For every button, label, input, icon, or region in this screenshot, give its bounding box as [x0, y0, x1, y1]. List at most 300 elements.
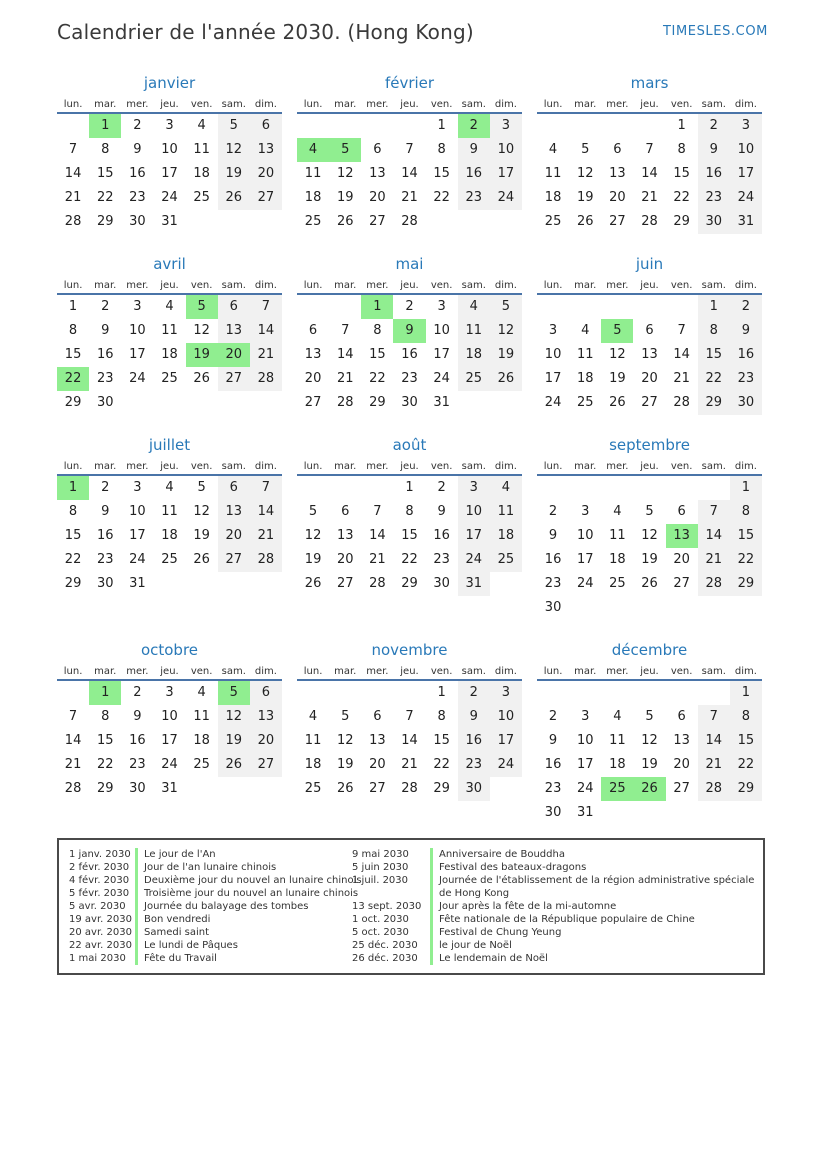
- days-grid: [537, 114, 762, 234]
- legend-item-date: 1 janv. 2030: [69, 849, 131, 860]
- month-octobre: [57, 641, 282, 825]
- empty-cell: [569, 295, 601, 319]
- day-cell: 19: [576, 190, 594, 205]
- weekday-label: lun.: [63, 280, 83, 291]
- day-cell: 22: [730, 548, 762, 572]
- day-cell: 23: [129, 190, 146, 205]
- day-cell: 20: [250, 162, 282, 186]
- day-cell: 14: [698, 729, 730, 753]
- day-cell: 11: [161, 504, 178, 519]
- weekday-label: ven.: [670, 666, 693, 677]
- weekday-label: mar.: [334, 99, 357, 110]
- empty-cell: [490, 391, 522, 415]
- day-cell: 18: [304, 757, 322, 772]
- day-cell: 22: [369, 371, 386, 386]
- day-cell: 25: [576, 395, 594, 410]
- day-cell: 19: [641, 552, 658, 567]
- day-cell: 16: [730, 343, 762, 367]
- days-grid: [297, 114, 522, 234]
- day-cell: 25: [193, 757, 210, 772]
- site-logo-link[interactable]: TIMESLES.COM: [662, 24, 768, 39]
- weekday-label: dim.: [494, 666, 517, 677]
- weekday-label: sam.: [461, 280, 486, 291]
- day-cell: 28: [401, 214, 418, 229]
- empty-cell: [666, 295, 698, 319]
- empty-cell: [57, 114, 89, 138]
- holiday-color-bar: [430, 926, 433, 939]
- day-cell: 20: [336, 552, 354, 567]
- weekday-label: jeu.: [400, 666, 419, 677]
- holiday-color-bar: [135, 874, 138, 887]
- day-cell: 25: [161, 552, 178, 567]
- empty-cell: [666, 596, 698, 620]
- day-cell: 7: [250, 476, 282, 500]
- weekday-label: ven.: [430, 461, 453, 472]
- empty-cell: [698, 801, 730, 825]
- day-cell: 8: [101, 142, 110, 157]
- day-cell: 2: [101, 480, 110, 495]
- day-cell: 31: [129, 576, 146, 591]
- day-cell: 26: [336, 781, 354, 796]
- day-cell: 29: [369, 395, 386, 410]
- day-cell: 10: [490, 138, 522, 162]
- day-cell: 29: [698, 391, 730, 415]
- day-cell: 28: [641, 214, 658, 229]
- day-cell: 31: [458, 572, 490, 596]
- weekday-header-row: [537, 99, 762, 114]
- day-cell: 5: [645, 709, 654, 724]
- day-cell: 4: [613, 504, 622, 519]
- day-cell: 10: [576, 733, 594, 748]
- day-cell: 28: [336, 395, 354, 410]
- day-cell: 29: [673, 214, 690, 229]
- weekday-label: ven.: [670, 99, 693, 110]
- empty-cell: [601, 295, 633, 319]
- day-cell: 28: [369, 576, 386, 591]
- day-cell: 20: [641, 371, 658, 386]
- day-cell: 18: [458, 343, 490, 367]
- weekday-label: ven.: [670, 461, 693, 472]
- weekday-label: mar.: [334, 666, 357, 677]
- day-cell: 31: [161, 214, 178, 229]
- day-cell: 21: [64, 757, 82, 772]
- day-cell: 30: [698, 210, 730, 234]
- day-cell: 27: [369, 214, 386, 229]
- day-cell: 25: [490, 548, 522, 572]
- weekday-header-row: [57, 666, 282, 681]
- empty-cell: [569, 114, 601, 138]
- day-cell: 12: [193, 323, 210, 338]
- day-cell: 16: [698, 162, 730, 186]
- day-cell: 13: [250, 138, 282, 162]
- day-cell: 2: [548, 709, 558, 724]
- day-cell: 5: [308, 504, 318, 519]
- day-cell: 9: [133, 709, 142, 724]
- day-cell: 21: [401, 190, 418, 205]
- holiday-color-bar: [135, 913, 138, 926]
- legend-item-date: 9 mai 2030: [352, 849, 409, 860]
- day-cell: 15: [730, 524, 762, 548]
- day-cell: 24: [129, 552, 146, 567]
- month-mars: [537, 74, 762, 234]
- day-cell: 9: [101, 504, 110, 519]
- day-cell: 11: [458, 319, 490, 343]
- month-title: octobre: [140, 641, 199, 659]
- empty-cell: [698, 596, 730, 620]
- holiday-day-cell: 4: [297, 138, 329, 162]
- day-cell: 15: [64, 528, 82, 543]
- day-cell: 18: [161, 347, 178, 362]
- day-cell: 5: [581, 142, 590, 157]
- day-cell: 26: [218, 186, 250, 210]
- weekday-label: jeu.: [160, 666, 179, 677]
- legend-item-date: 22 avr. 2030: [69, 940, 132, 951]
- holiday-color-bar: [430, 939, 433, 952]
- weekday-label: ven.: [430, 280, 453, 291]
- day-cell: 22: [96, 190, 114, 205]
- day-cell: 13: [218, 319, 250, 343]
- weekday-label: dim.: [494, 461, 517, 472]
- day-cell: 25: [304, 214, 322, 229]
- day-cell: 15: [433, 733, 450, 748]
- day-cell: 28: [64, 214, 82, 229]
- day-cell: 6: [250, 681, 282, 705]
- holiday-day-cell: 1: [57, 476, 89, 500]
- weekday-label: mar.: [574, 99, 597, 110]
- day-cell: 22: [96, 757, 114, 772]
- empty-cell: [250, 777, 282, 801]
- weekday-header-row: [57, 461, 282, 476]
- day-cell: 17: [129, 528, 146, 543]
- legend-item-label: Anniversaire de Bouddha: [439, 849, 565, 860]
- day-cell: 26: [609, 395, 626, 410]
- day-cell: 27: [673, 576, 690, 591]
- day-cell: 21: [401, 757, 418, 772]
- legend-item: [69, 952, 352, 965]
- holiday-color-bar: [430, 913, 433, 926]
- weekday-label: dim.: [494, 280, 517, 291]
- empty-cell: [490, 210, 522, 234]
- legend-item-label: Fête du Travail: [144, 953, 217, 964]
- day-cell: 7: [68, 709, 78, 724]
- day-cell: 7: [698, 705, 730, 729]
- day-cell: 19: [609, 371, 626, 386]
- day-cell: 7: [250, 295, 282, 319]
- legend-item: [69, 861, 352, 874]
- day-cell: 4: [197, 685, 206, 700]
- weekday-label: mer.: [606, 666, 629, 677]
- day-cell: 30: [433, 576, 450, 591]
- month-title: février: [384, 74, 435, 92]
- empty-cell: [698, 681, 730, 705]
- day-cell: 17: [161, 733, 178, 748]
- holiday-color-bar: [430, 874, 433, 900]
- day-cell: 24: [544, 395, 562, 410]
- empty-cell: [297, 114, 329, 138]
- weekday-label: sam.: [461, 461, 486, 472]
- day-cell: 8: [698, 319, 730, 343]
- day-cell: 17: [161, 166, 178, 181]
- day-cell: 5: [197, 480, 206, 495]
- day-cell: 17: [129, 347, 146, 362]
- weekday-header-row: [297, 666, 522, 681]
- holiday-day-cell: 13: [666, 524, 698, 548]
- weekday-label: lun.: [303, 99, 323, 110]
- day-cell: 23: [96, 552, 114, 567]
- day-cell: 25: [304, 781, 322, 796]
- legend-item-label: Le lundi de Pâques: [144, 940, 238, 951]
- holiday-day-cell: 26: [633, 777, 665, 801]
- day-cell: 16: [129, 166, 146, 181]
- day-cell: 2: [101, 299, 110, 314]
- weekday-label: mer.: [366, 99, 389, 110]
- day-cell: 11: [161, 323, 178, 338]
- weekday-label: mer.: [606, 99, 629, 110]
- weekday-label: ven.: [670, 280, 693, 291]
- empty-cell: [601, 681, 633, 705]
- weekday-label: mer.: [126, 99, 149, 110]
- empty-cell: [361, 476, 393, 500]
- day-cell: 26: [641, 576, 658, 591]
- empty-cell: [601, 476, 633, 500]
- legend-item: [352, 874, 757, 900]
- month-title: septembre: [609, 436, 690, 454]
- day-cell: 24: [458, 548, 490, 572]
- day-cell: 25: [609, 576, 626, 591]
- day-cell: 10: [490, 705, 522, 729]
- day-cell: 13: [250, 705, 282, 729]
- day-cell: 3: [548, 323, 558, 338]
- day-cell: 30: [129, 781, 146, 796]
- day-cell: 8: [101, 709, 110, 724]
- legend-item-label: Jour de l'an lunaire chinois: [144, 862, 277, 873]
- weekday-label: dim.: [734, 666, 757, 677]
- legend-item-label: Jour après la fête de la mi-automne: [439, 901, 617, 912]
- day-cell: 4: [197, 118, 206, 133]
- day-cell: 21: [64, 190, 82, 205]
- legend-item-label: Le lendemain de Noël: [439, 953, 548, 964]
- day-cell: 8: [437, 709, 446, 724]
- day-cell: 20: [673, 552, 690, 567]
- days-grid: [57, 114, 282, 234]
- day-cell: 7: [341, 323, 350, 338]
- day-cell: 10: [129, 323, 146, 338]
- day-cell: 17: [490, 729, 522, 753]
- legend-item-date: 1 mai 2030: [69, 953, 126, 964]
- day-cell: 21: [673, 371, 690, 386]
- holiday-color-bar: [430, 848, 433, 861]
- legend-item: [352, 913, 757, 926]
- day-cell: 26: [193, 552, 210, 567]
- day-cell: 16: [96, 347, 114, 362]
- day-cell: 31: [433, 395, 450, 410]
- day-cell: 1: [677, 118, 686, 133]
- day-cell: 2: [133, 118, 142, 133]
- empty-cell: [458, 391, 490, 415]
- holiday-color-bar: [430, 900, 433, 913]
- weekday-label: mar.: [334, 461, 357, 472]
- day-cell: 13: [609, 166, 626, 181]
- day-cell: 10: [433, 323, 450, 338]
- day-cell: 24: [433, 371, 450, 386]
- legend-item: [69, 887, 359, 900]
- day-cell: 26: [218, 753, 250, 777]
- day-cell: 14: [336, 347, 354, 362]
- day-cell: 8: [730, 500, 762, 524]
- day-cell: 9: [548, 528, 558, 543]
- day-cell: 27: [641, 395, 658, 410]
- empty-cell: [426, 210, 458, 234]
- weekday-label: mar.: [574, 461, 597, 472]
- day-cell: 18: [490, 524, 522, 548]
- day-cell: 21: [698, 548, 730, 572]
- holiday-color-bar: [135, 939, 138, 952]
- legend-item-date: 20 avr. 2030: [69, 927, 132, 938]
- day-cell: 14: [64, 166, 82, 181]
- weekday-label: mar.: [574, 666, 597, 677]
- holiday-day-cell: 20: [218, 343, 250, 367]
- day-cell: 18: [193, 166, 210, 181]
- weekday-label: lun.: [63, 461, 83, 472]
- day-cell: 14: [673, 347, 690, 362]
- days-grid: [57, 476, 282, 596]
- day-cell: 27: [609, 214, 626, 229]
- day-cell: 29: [730, 572, 762, 596]
- day-cell: 6: [373, 142, 382, 157]
- days-grid: [537, 681, 762, 825]
- day-cell: 28: [64, 781, 82, 796]
- day-cell: 15: [401, 528, 418, 543]
- weekday-label: jeu.: [160, 280, 179, 291]
- day-cell: 25: [458, 367, 490, 391]
- empty-cell: [393, 681, 425, 705]
- weekday-label: ven.: [190, 280, 213, 291]
- weekday-label: lun.: [543, 99, 563, 110]
- empty-cell: [57, 681, 89, 705]
- weekday-label: mar.: [334, 280, 357, 291]
- day-cell: 19: [641, 757, 658, 772]
- weekday-label: mer.: [366, 461, 389, 472]
- day-cell: 29: [96, 214, 114, 229]
- day-cell: 11: [193, 142, 210, 157]
- day-cell: 8: [730, 705, 762, 729]
- day-cell: 10: [544, 347, 562, 362]
- day-cell: 19: [193, 528, 210, 543]
- day-cell: 4: [490, 476, 522, 500]
- holiday-day-cell: 5: [329, 138, 361, 162]
- day-cell: 1: [698, 295, 730, 319]
- weekday-label: mer.: [366, 666, 389, 677]
- weekday-label: sam.: [701, 99, 726, 110]
- day-cell: 10: [576, 528, 594, 543]
- day-cell: 20: [673, 757, 690, 772]
- empty-cell: [250, 210, 282, 234]
- day-cell: 11: [304, 733, 322, 748]
- weekday-header-row: [57, 280, 282, 295]
- day-cell: 14: [250, 319, 282, 343]
- day-cell: 12: [218, 138, 250, 162]
- day-cell: 9: [730, 319, 762, 343]
- days-grid: [537, 295, 762, 415]
- legend-item-label: Journée du balayage des tombes: [144, 901, 309, 912]
- day-cell: 1: [437, 118, 446, 133]
- weekday-label: mer.: [126, 666, 149, 677]
- day-cell: 2: [730, 295, 762, 319]
- day-cell: 27: [218, 548, 250, 572]
- empty-cell: [633, 596, 665, 620]
- empty-cell: [153, 391, 185, 415]
- day-cell: 30: [544, 805, 562, 820]
- day-cell: 19: [336, 757, 354, 772]
- weekday-label: sam.: [701, 280, 726, 291]
- day-cell: 15: [96, 166, 114, 181]
- day-cell: 13: [369, 166, 386, 181]
- day-cell: 19: [218, 162, 250, 186]
- day-cell: 10: [129, 504, 146, 519]
- day-cell: 12: [218, 705, 250, 729]
- weekday-label: ven.: [190, 666, 213, 677]
- day-cell: 25: [161, 371, 178, 386]
- day-cell: 31: [730, 210, 762, 234]
- weekday-label: lun.: [63, 99, 83, 110]
- day-cell: 3: [133, 480, 142, 495]
- legend-item: [352, 848, 757, 861]
- weekday-label: jeu.: [160, 461, 179, 472]
- day-cell: 11: [193, 709, 210, 724]
- empty-cell: [633, 681, 665, 705]
- weekday-label: lun.: [303, 461, 323, 472]
- day-cell: 24: [576, 576, 594, 591]
- day-cell: 26: [304, 576, 322, 591]
- day-cell: 31: [161, 781, 178, 796]
- day-cell: 13: [673, 733, 690, 748]
- day-cell: 17: [730, 162, 762, 186]
- legend-item: [352, 926, 757, 939]
- day-cell: 20: [369, 190, 386, 205]
- day-cell: 17: [433, 347, 450, 362]
- weekday-label: dim.: [734, 99, 757, 110]
- legend-item-date: 1 juil. 2030: [352, 875, 409, 886]
- legend-item-label: Troisième jour du nouvel an lunaire chinois: [144, 888, 359, 899]
- day-cell: 4: [581, 323, 590, 338]
- empty-cell: [250, 391, 282, 415]
- day-cell: 9: [133, 142, 142, 157]
- empty-cell: [186, 777, 218, 801]
- day-cell: 21: [641, 190, 658, 205]
- day-cell: 7: [373, 504, 382, 519]
- day-cell: 25: [544, 214, 562, 229]
- legend-item-date: 5 févr. 2030: [69, 888, 130, 899]
- day-cell: 29: [730, 777, 762, 801]
- weekday-label: dim.: [494, 99, 517, 110]
- empty-cell: [218, 210, 250, 234]
- day-cell: 12: [490, 319, 522, 343]
- day-cell: 19: [336, 190, 354, 205]
- page-title: Calendrier de l'année 2030. (Hong Kong): [57, 20, 474, 44]
- day-cell: 24: [129, 371, 146, 386]
- day-cell: 15: [64, 347, 82, 362]
- legend-item-label: Le jour de l'An: [144, 849, 216, 860]
- day-cell: 3: [437, 299, 446, 314]
- day-cell: 6: [373, 709, 382, 724]
- weekday-label: sam.: [221, 461, 246, 472]
- day-cell: 10: [458, 500, 490, 524]
- month-février: [297, 74, 522, 234]
- month-title: juillet: [148, 436, 191, 454]
- day-cell: 3: [490, 681, 522, 705]
- day-cell: 25: [193, 190, 210, 205]
- legend-item-date: 19 avr. 2030: [69, 914, 132, 925]
